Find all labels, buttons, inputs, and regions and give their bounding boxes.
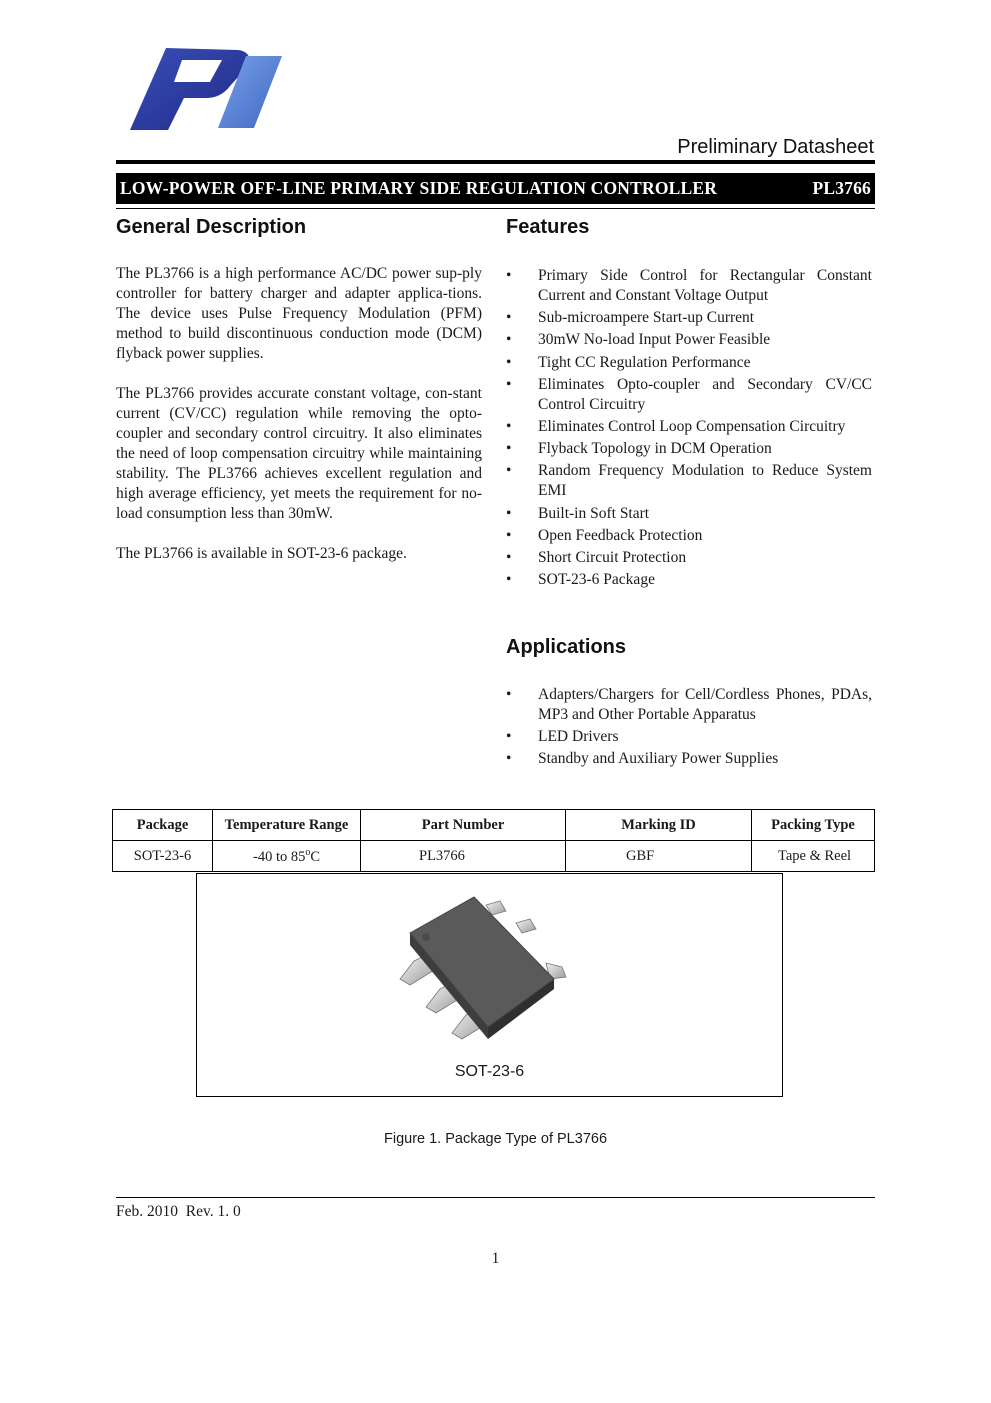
header-rule-thick: [116, 160, 875, 164]
general-description-heading: General Description: [116, 216, 307, 238]
bullet-icon: •: [506, 462, 512, 480]
features-list-wrap: [506, 266, 872, 592]
table-row: [113, 841, 875, 872]
table-header-row: [113, 810, 875, 841]
feature-item: [506, 570, 872, 590]
bullet-icon: •: [506, 375, 512, 393]
figure-package-label: SOT-23-6: [454, 1063, 525, 1080]
feature-item: [506, 548, 872, 568]
temp-range-value: -40 to 85: [252, 848, 306, 865]
header-rule-thin: [116, 208, 875, 209]
page-number: 1: [491, 1250, 500, 1267]
cell-packing-type: Tape & Reel: [752, 841, 875, 872]
title-bar: [116, 173, 875, 204]
applications-heading: Applications: [506, 636, 627, 658]
feature-item-text: SOT-23-6 Package: [538, 571, 655, 589]
feature-item: [506, 417, 872, 437]
feature-item-text: Eliminates Opto-coupler and Secondary CV/CC Control Circuitry: [538, 375, 872, 413]
bullet-icon: •: [506, 728, 512, 746]
application-item: [506, 727, 872, 747]
bullet-icon: •: [506, 686, 512, 703]
feature-item: [506, 504, 872, 524]
sot-23-6-package-image: [396, 893, 571, 1043]
general-description-body: [116, 264, 482, 584]
col-header-packing-type: Packing Type: [752, 810, 875, 841]
feature-item-text: Eliminates Control Loop Compensation Circuitry: [538, 417, 846, 435]
applications-list-wrap: [506, 685, 872, 772]
bullet-icon: •: [506, 440, 512, 458]
part-number-title: PL3766: [812, 178, 871, 198]
description-paragraph-3: The PL3766 is available in SOT-23-6 package.: [116, 545, 407, 562]
application-item-text: LED Drivers: [538, 728, 619, 746]
cell-marking-id: GBF: [566, 841, 752, 872]
bullet-icon: •: [506, 353, 512, 371]
bullet-icon: •: [506, 331, 512, 349]
bullet-icon: •: [506, 750, 512, 768]
feature-item-text: Random Frequency Modulation to Reduce System EMI: [538, 462, 872, 500]
col-header-marking-id: Marking ID: [566, 810, 752, 841]
feature-item-text: Open Feedback Protection: [538, 526, 703, 544]
footer-rule: [116, 1197, 875, 1198]
cell-temperature: [213, 841, 361, 872]
feature-item: [506, 439, 872, 459]
feature-item: [506, 526, 872, 546]
feature-item-text: Short Circuit Protection: [538, 548, 687, 566]
cell-part-number: PL3766: [361, 841, 566, 872]
revision-date: Feb. 2010 Rev. 1. 0: [116, 1203, 241, 1220]
feature-item-text: Built-in Soft Start: [538, 504, 650, 522]
description-paragraph-1: The PL3766 is a high performance AC/DC power sup-ply controller for battery charger and adapter applica-tions. The device uses Pulse Frequency Modulation (PFM) method to build discontinuous conduction mode (DCM) flyback power supplies.: [116, 265, 482, 362]
bullet-icon: •: [506, 309, 512, 327]
temp-unit: C: [310, 848, 321, 865]
col-header-part-number: Part Number: [361, 810, 566, 841]
degree-mark: o: [305, 846, 311, 858]
bullet-icon: •: [506, 417, 512, 435]
cell-package: SOT-23-6: [113, 841, 213, 872]
feature-item-text: Sub-microampere Start-up Current: [538, 309, 755, 327]
application-item: [506, 749, 872, 769]
feature-item: [506, 375, 872, 415]
feature-item: [506, 461, 872, 501]
feature-item-text: Tight CC Regulation Performance: [538, 353, 751, 371]
bullet-icon: •: [506, 504, 512, 522]
features-list: [506, 266, 872, 590]
features-heading: Features: [506, 216, 590, 238]
bullet-icon: •: [506, 526, 512, 544]
applications-list: [506, 685, 872, 769]
package-table: [112, 809, 875, 872]
feature-item-text: Primary Side Control for Rectangular Constant Current and Constant Voltage Output: [538, 267, 872, 304]
description-paragraph-2: The PL3766 provides accurate constant voltage, con-stant current (CV/CC) regulation while removing the opto-coupler and secondary control circuitry. It also eliminates the need of loop compensation circuitry while maintaining stability. The PL3766 achieves excellent regulation and high average efficiency, yet meets the requirement for no-load consumption less than 30mW.: [116, 385, 482, 522]
bullet-icon: •: [506, 548, 512, 566]
application-item: [506, 685, 872, 725]
bullet-icon: •: [506, 267, 512, 284]
document-title: LOW-POWER OFF-LINE PRIMARY SIDE REGULATION CONTROLLER: [120, 178, 718, 198]
feature-item: [506, 266, 872, 306]
application-item-text: Standby and Auxiliary Power Supplies: [538, 750, 779, 768]
company-logo: [126, 44, 286, 134]
figure-caption: Figure 1. Package Type of PL3766: [383, 1131, 608, 1147]
col-header-temperature: Temperature Range: [213, 810, 361, 841]
col-header-package: Package: [113, 810, 213, 841]
bullet-icon: •: [506, 571, 512, 589]
application-item-text: Adapters/Chargers for Cell/Cordless Phones, PDAs, MP3 and Other Portable Apparatus: [538, 686, 872, 723]
feature-item-text: Flyback Topology in DCM Operation: [538, 440, 772, 458]
feature-item-text: 30mW No-load Input Power Feasible: [538, 331, 771, 349]
feature-item: [506, 330, 872, 350]
feature-item: [506, 353, 872, 373]
document-type: Preliminary Datasheet: [677, 136, 874, 158]
feature-item: [506, 308, 872, 328]
